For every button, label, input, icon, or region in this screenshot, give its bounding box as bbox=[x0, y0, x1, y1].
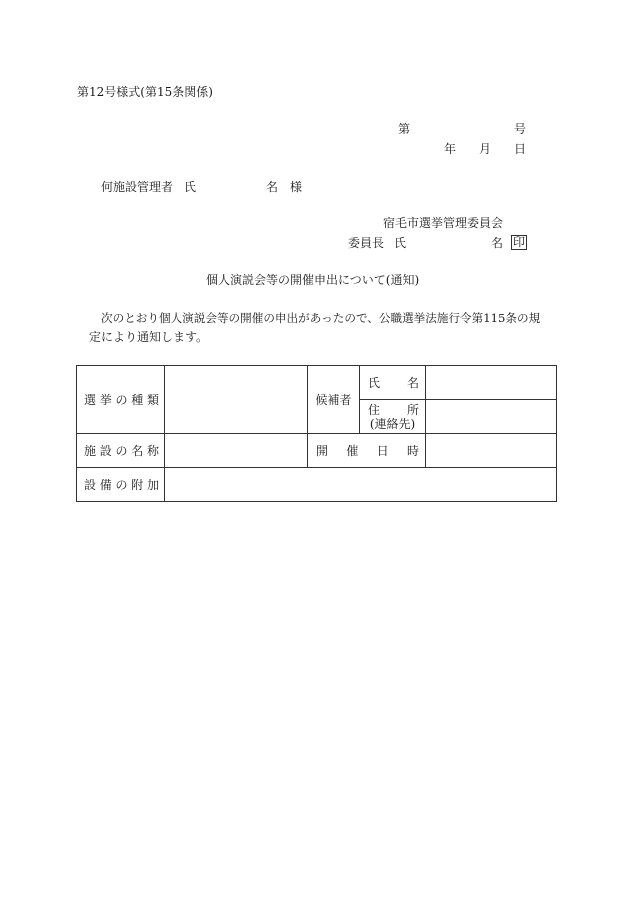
label-char: 選 bbox=[84, 392, 97, 407]
addressee-title: 何施設管理者 bbox=[101, 180, 174, 194]
addressee-honorific: 様 bbox=[290, 180, 303, 194]
label-char: 施 bbox=[84, 443, 97, 458]
election-type-text bbox=[84, 393, 159, 407]
label-char: 時 bbox=[406, 443, 419, 458]
label-char: 設 bbox=[84, 477, 97, 492]
addressee-mei: 名 bbox=[266, 180, 279, 194]
equipment-value bbox=[165, 468, 557, 502]
label-char: 備 bbox=[99, 477, 112, 492]
address-note: (連絡先) bbox=[369, 416, 416, 431]
label-char: 催 bbox=[346, 443, 359, 458]
label-char: 住 bbox=[368, 402, 381, 417]
date-day: 日 bbox=[514, 142, 527, 156]
label-char: 日 bbox=[376, 443, 389, 458]
form-number: 第12号様式(第15条関係) bbox=[77, 85, 213, 99]
datetime-text bbox=[308, 444, 425, 458]
label-char: の bbox=[115, 443, 128, 458]
label-datetime bbox=[308, 434, 426, 468]
candidate-text: 候補者 bbox=[315, 392, 352, 407]
label-char: の bbox=[115, 392, 128, 407]
datetime-value bbox=[426, 434, 557, 468]
label-candidate bbox=[308, 366, 360, 434]
doc-number-prefix: 第 bbox=[398, 122, 411, 136]
sender-mei: 名 bbox=[491, 236, 504, 250]
label-name bbox=[360, 366, 426, 400]
label-char: 附 bbox=[131, 477, 144, 492]
doc-number-suffix: 号 bbox=[514, 122, 527, 136]
date-month: 月 bbox=[479, 142, 492, 156]
label-char: の bbox=[115, 477, 128, 492]
address-value bbox=[426, 400, 557, 434]
sender-title: 委員長 bbox=[348, 236, 385, 250]
sender-shi: 氏 bbox=[394, 236, 407, 250]
label-char: 所 bbox=[406, 402, 419, 417]
equipment-text bbox=[84, 478, 159, 492]
seal-label: 印 bbox=[513, 235, 526, 249]
label-facility-name bbox=[77, 434, 165, 468]
facility-name-value bbox=[165, 434, 308, 468]
label-equipment bbox=[77, 468, 165, 502]
label-char: 称 bbox=[146, 443, 159, 458]
date-year: 年 bbox=[444, 142, 457, 156]
label-char: 種 bbox=[131, 392, 144, 407]
label-char: 名 bbox=[406, 375, 419, 390]
address-text bbox=[360, 403, 425, 417]
label-char: 氏 bbox=[368, 375, 381, 390]
label-election-type bbox=[77, 366, 165, 434]
name-text bbox=[360, 376, 425, 390]
facility-name-text bbox=[84, 444, 159, 458]
label-char: 設 bbox=[99, 443, 112, 458]
label-char: 類 bbox=[146, 392, 159, 407]
subject: 個人演説会等の開催申出について(通知) bbox=[206, 273, 420, 287]
election-type-value bbox=[165, 366, 308, 434]
body-line-2: 定により通知します。 bbox=[89, 330, 209, 344]
label-char: 挙 bbox=[99, 392, 112, 407]
body-line-1: 次のとおり個人演説会等の開催の申出があったので、公職選挙法施行令第115条の規 bbox=[101, 311, 541, 325]
label-address bbox=[360, 400, 426, 434]
name-value bbox=[426, 366, 557, 400]
sender-org: 宿毛市選挙管理委員会 bbox=[383, 216, 504, 230]
addressee-shi: 氏 bbox=[184, 180, 197, 194]
label-char: 加 bbox=[146, 477, 159, 492]
label-char: 名 bbox=[131, 443, 144, 458]
label-char: 開 bbox=[316, 443, 329, 458]
seal-mark bbox=[511, 235, 527, 250]
application-table bbox=[76, 365, 557, 502]
